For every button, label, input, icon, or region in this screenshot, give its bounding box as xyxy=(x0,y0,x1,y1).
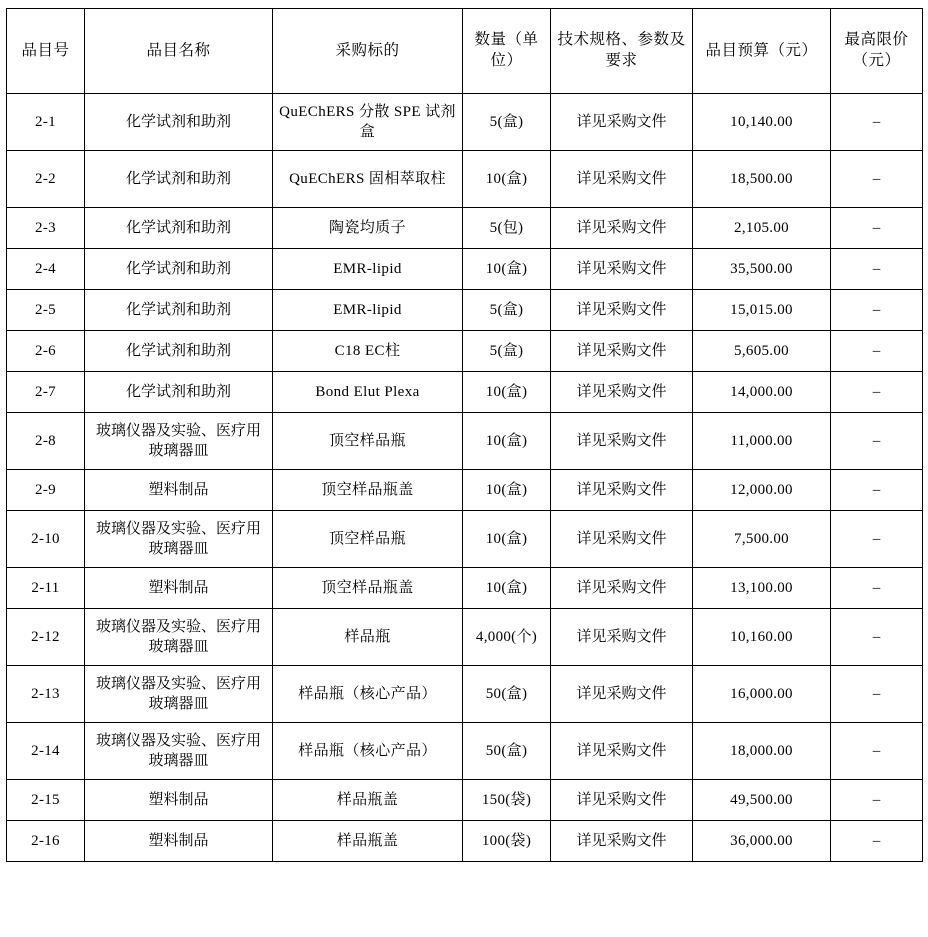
cell-quantity: 10(盒) xyxy=(463,413,551,470)
table-row xyxy=(7,208,923,249)
cell-budget: 13,100.00 xyxy=(693,568,831,609)
cell-quantity: 10(盒) xyxy=(463,249,551,290)
cell-item-name: 塑料制品 xyxy=(85,821,273,862)
cell-item-no: 2-14 xyxy=(7,723,85,780)
cell-quantity: 4,000(个) xyxy=(463,609,551,666)
cell-budget: 49,500.00 xyxy=(693,780,831,821)
cell-item-no: 2-13 xyxy=(7,666,85,723)
cell-specification: 详见采购文件 xyxy=(551,372,693,413)
table-row xyxy=(7,151,923,208)
table-row xyxy=(7,568,923,609)
cell-item-no: 2-10 xyxy=(7,511,85,568)
cell-item-name: 塑料制品 xyxy=(85,470,273,511)
cell-item-no: 2-2 xyxy=(7,151,85,208)
cell-quantity: 100(袋) xyxy=(463,821,551,862)
cell-item-name: 塑料制品 xyxy=(85,780,273,821)
cell-item-name: 化学试剂和助剂 xyxy=(85,94,273,151)
column-header-item-name: 品目名称 xyxy=(85,9,273,94)
table-row xyxy=(7,249,923,290)
cell-item-name: 玻璃仪器及实验、医疗用玻璃器皿 xyxy=(85,511,273,568)
cell-procurement-target: 样品瓶（核心产品） xyxy=(273,723,463,780)
cell-procurement-target: 陶瓷均质子 xyxy=(273,208,463,249)
cell-price-cap: – xyxy=(831,372,923,413)
cell-specification: 详见采购文件 xyxy=(551,331,693,372)
cell-price-cap: – xyxy=(831,290,923,331)
cell-procurement-target: QuEChERS 分散 SPE 试剂盒 xyxy=(273,94,463,151)
cell-quantity: 5(盒) xyxy=(463,94,551,151)
table-row xyxy=(7,290,923,331)
column-header-budget: 品目预算（元） xyxy=(693,9,831,94)
cell-budget: 15,015.00 xyxy=(693,290,831,331)
cell-quantity: 10(盒) xyxy=(463,372,551,413)
cell-item-name: 玻璃仪器及实验、医疗用玻璃器皿 xyxy=(85,666,273,723)
cell-budget: 35,500.00 xyxy=(693,249,831,290)
cell-budget: 7,500.00 xyxy=(693,511,831,568)
cell-item-name: 化学试剂和助剂 xyxy=(85,249,273,290)
cell-price-cap: – xyxy=(831,151,923,208)
cell-procurement-target: Bond Elut Plexa xyxy=(273,372,463,413)
cell-quantity: 5(包) xyxy=(463,208,551,249)
column-header-price-cap: 最高限价（元） xyxy=(831,9,923,94)
cell-procurement-target: 顶空样品瓶 xyxy=(273,511,463,568)
cell-specification: 详见采购文件 xyxy=(551,413,693,470)
cell-item-no: 2-6 xyxy=(7,331,85,372)
cell-budget: 5,605.00 xyxy=(693,331,831,372)
procurement-items-table xyxy=(6,8,923,862)
table-row xyxy=(7,331,923,372)
cell-price-cap: – xyxy=(831,666,923,723)
table-row xyxy=(7,780,923,821)
cell-quantity: 10(盒) xyxy=(463,511,551,568)
cell-specification: 详见采购文件 xyxy=(551,290,693,331)
cell-price-cap: – xyxy=(831,413,923,470)
cell-quantity: 150(袋) xyxy=(463,780,551,821)
cell-specification: 详见采购文件 xyxy=(551,511,693,568)
cell-item-no: 2-15 xyxy=(7,780,85,821)
cell-procurement-target: 样品瓶盖 xyxy=(273,780,463,821)
cell-specification: 详见采购文件 xyxy=(551,723,693,780)
cell-price-cap: – xyxy=(831,208,923,249)
cell-procurement-target: 顶空样品瓶 xyxy=(273,413,463,470)
cell-quantity: 5(盒) xyxy=(463,331,551,372)
cell-item-no: 2-5 xyxy=(7,290,85,331)
table-row xyxy=(7,723,923,780)
cell-budget: 10,140.00 xyxy=(693,94,831,151)
cell-item-name: 玻璃仪器及实验、医疗用玻璃器皿 xyxy=(85,609,273,666)
cell-budget: 10,160.00 xyxy=(693,609,831,666)
cell-item-no: 2-8 xyxy=(7,413,85,470)
cell-price-cap: – xyxy=(831,331,923,372)
table-header-row xyxy=(7,9,923,94)
cell-procurement-target: 顶空样品瓶盖 xyxy=(273,568,463,609)
table-row xyxy=(7,666,923,723)
cell-procurement-target: EMR-lipid xyxy=(273,290,463,331)
cell-specification: 详见采购文件 xyxy=(551,151,693,208)
cell-specification: 详见采购文件 xyxy=(551,780,693,821)
cell-price-cap: – xyxy=(831,94,923,151)
cell-price-cap: – xyxy=(831,470,923,511)
cell-item-no: 2-3 xyxy=(7,208,85,249)
cell-procurement-target: EMR-lipid xyxy=(273,249,463,290)
table-body xyxy=(7,94,923,862)
table-row xyxy=(7,470,923,511)
cell-item-name: 玻璃仪器及实验、医疗用玻璃器皿 xyxy=(85,413,273,470)
cell-item-no: 2-12 xyxy=(7,609,85,666)
cell-budget: 36,000.00 xyxy=(693,821,831,862)
table-row xyxy=(7,413,923,470)
cell-price-cap: – xyxy=(831,821,923,862)
column-header-procurement-target: 采购标的 xyxy=(273,9,463,94)
cell-specification: 详见采购文件 xyxy=(551,470,693,511)
cell-price-cap: – xyxy=(831,723,923,780)
cell-budget: 14,000.00 xyxy=(693,372,831,413)
cell-procurement-target: 样品瓶盖 xyxy=(273,821,463,862)
cell-price-cap: – xyxy=(831,568,923,609)
cell-specification: 详见采购文件 xyxy=(551,208,693,249)
cell-budget: 18,000.00 xyxy=(693,723,831,780)
cell-item-name: 塑料制品 xyxy=(85,568,273,609)
cell-price-cap: – xyxy=(831,249,923,290)
cell-budget: 2,105.00 xyxy=(693,208,831,249)
cell-procurement-target: QuEChERS 固相萃取柱 xyxy=(273,151,463,208)
cell-procurement-target: C18 EC柱 xyxy=(273,331,463,372)
cell-budget: 16,000.00 xyxy=(693,666,831,723)
cell-item-no: 2-1 xyxy=(7,94,85,151)
cell-budget: 12,000.00 xyxy=(693,470,831,511)
cell-item-no: 2-7 xyxy=(7,372,85,413)
cell-item-no: 2-11 xyxy=(7,568,85,609)
cell-item-no: 2-9 xyxy=(7,470,85,511)
table-header xyxy=(7,9,923,94)
cell-item-name: 化学试剂和助剂 xyxy=(85,331,273,372)
cell-price-cap: – xyxy=(831,780,923,821)
cell-price-cap: – xyxy=(831,511,923,568)
cell-specification: 详见采购文件 xyxy=(551,568,693,609)
cell-quantity: 50(盒) xyxy=(463,723,551,780)
cell-item-name: 玻璃仪器及实验、医疗用玻璃器皿 xyxy=(85,723,273,780)
table-row xyxy=(7,821,923,862)
cell-price-cap: – xyxy=(831,609,923,666)
cell-specification: 详见采购文件 xyxy=(551,249,693,290)
cell-quantity: 10(盒) xyxy=(463,151,551,208)
cell-budget: 18,500.00 xyxy=(693,151,831,208)
cell-quantity: 5(盒) xyxy=(463,290,551,331)
cell-item-name: 化学试剂和助剂 xyxy=(85,372,273,413)
column-header-quantity: 数量（单位） xyxy=(463,9,551,94)
table-row xyxy=(7,511,923,568)
cell-budget: 11,000.00 xyxy=(693,413,831,470)
cell-procurement-target: 顶空样品瓶盖 xyxy=(273,470,463,511)
table-row xyxy=(7,94,923,151)
cell-item-no: 2-4 xyxy=(7,249,85,290)
cell-procurement-target: 样品瓶 xyxy=(273,609,463,666)
cell-specification: 详见采购文件 xyxy=(551,666,693,723)
table-row xyxy=(7,372,923,413)
table-row xyxy=(7,609,923,666)
cell-quantity: 10(盒) xyxy=(463,568,551,609)
cell-quantity: 50(盒) xyxy=(463,666,551,723)
cell-item-name: 化学试剂和助剂 xyxy=(85,290,273,331)
cell-specification: 详见采购文件 xyxy=(551,94,693,151)
cell-specification: 详见采购文件 xyxy=(551,821,693,862)
cell-item-name: 化学试剂和助剂 xyxy=(85,208,273,249)
cell-item-name: 化学试剂和助剂 xyxy=(85,151,273,208)
cell-procurement-target: 样品瓶（核心产品） xyxy=(273,666,463,723)
cell-item-no: 2-16 xyxy=(7,821,85,862)
cell-specification: 详见采购文件 xyxy=(551,609,693,666)
column-header-specification: 技术规格、参数及要求 xyxy=(551,9,693,94)
cell-quantity: 10(盒) xyxy=(463,470,551,511)
column-header-item-no: 品目号 xyxy=(7,9,85,94)
